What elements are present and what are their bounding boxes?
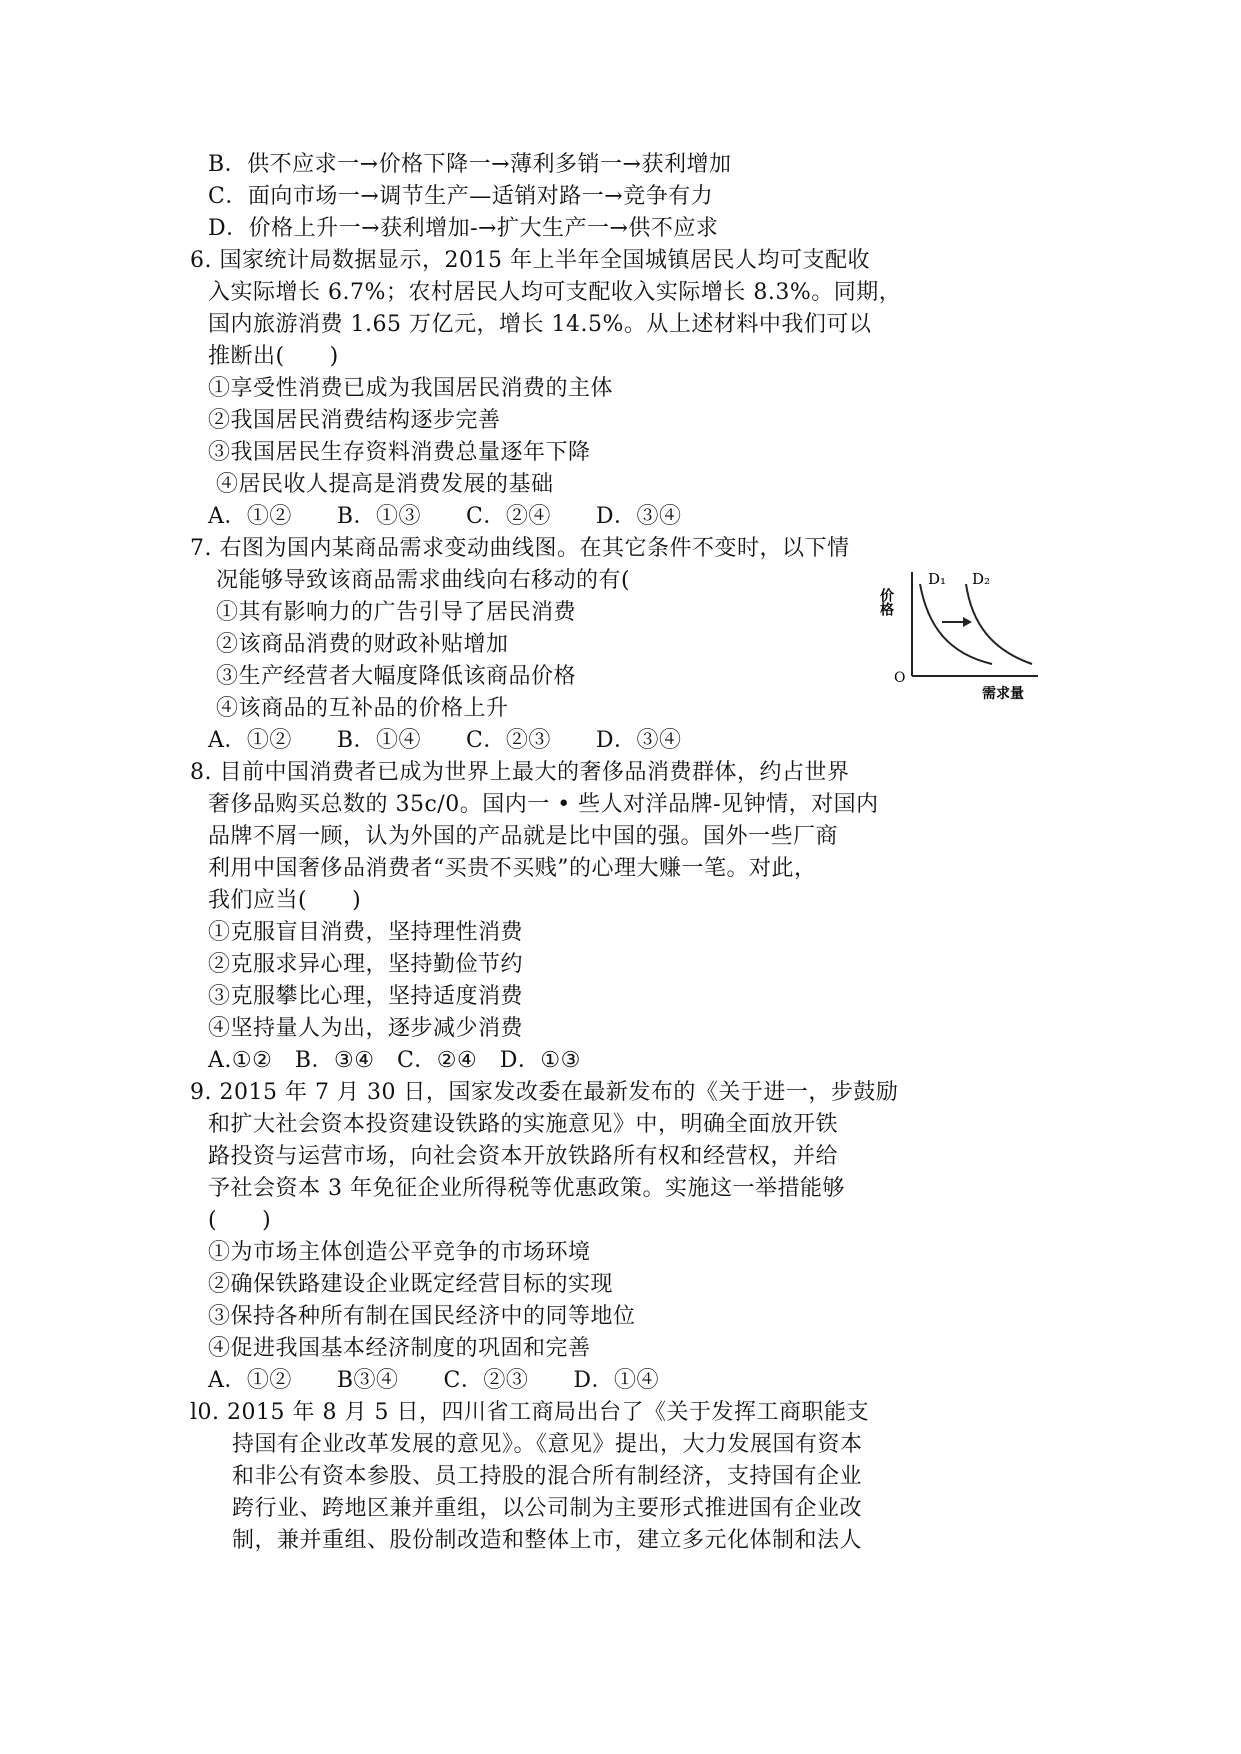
question-7-stem: 7. 右图为国内某商品需求变动曲线图。在其它条件不变时，以下情	[190, 536, 850, 561]
statement-line: ③我国居民生存资料消费总量逐年下降	[208, 440, 591, 465]
question-10-stem: l0. 2015 年 8 月 5 日，四川省工商局出台了《关于发挥工商职能支	[190, 1400, 869, 1425]
question-8-stem: 我们应当( )	[208, 888, 362, 913]
statement-line: ①为市场主体创造公平竞争的市场环境	[208, 1240, 591, 1265]
demand-curve-d1	[920, 584, 992, 664]
option-line: B．供不应求一→价格下降一→薄利多销一→获利增加	[208, 152, 732, 177]
question-8-stem: 8. 目前中国消费者已成为世界上最大的奢侈品消费群体，约占世界	[190, 760, 850, 785]
statement-line: ③生产经营者大幅度降低该商品价格	[216, 664, 577, 689]
statement-line: ④促进我国基本经济制度的巩固和完善	[208, 1336, 591, 1361]
shift-arrow-head	[963, 617, 972, 627]
y-axis-label: 价格	[878, 588, 894, 616]
question-9-stem: 予社会资本 3 年免征企业所得税等优惠政策。实施这一举措能够	[208, 1176, 845, 1201]
question-9-stem: 路投资与运营市场，向社会资本开放铁路所有权和经营权，并给	[208, 1144, 839, 1169]
question-6-stem: 推断出( )	[208, 344, 339, 369]
statement-line: ②确保铁路建设企业既定经营目标的实现	[208, 1272, 614, 1297]
curve-label-d1: D₁	[928, 570, 947, 588]
demand-curve-d2	[966, 584, 1032, 664]
origin-label: O	[894, 670, 906, 686]
question-10-stem: 制，兼并重组、股份制改造和整体上市，建立多元化体制和法人	[232, 1528, 863, 1553]
statement-line: ①其有影响力的广告引导了居民消费	[216, 600, 577, 625]
option-line: D．价格上升一→获利增加-→扩大生产一→供不应求	[208, 216, 719, 241]
question-9-stem: ( )	[208, 1208, 272, 1233]
question-6-stem: 国内旅游消费 1.65 万亿元，增长 14.5%。从上述材料中我们可以	[208, 312, 872, 337]
option-line: C．面向市场一→调节生产—适销对路一→竞争有力	[208, 184, 714, 209]
statement-line: ③保持各种所有制在国民经济中的同等地位	[208, 1304, 636, 1329]
question-8-stem: 利用中国奢侈品消费者“买贵不买贱”的心理大赚一笔。对此，	[208, 856, 817, 881]
question-10-stem: 和非公有资本参股、员工持股的混合所有制经济，支持国有企业	[232, 1464, 863, 1489]
answer-options: A．①② B③④ C．②③ D．①④	[208, 1368, 660, 1393]
question-9-stem: 和扩大社会资本投资建设铁路的实施意见》中，明确全面放开铁	[208, 1112, 839, 1137]
question-10-stem: 跨行业、跨地区兼并重组，以公司制为主要形式推进国有企业改	[232, 1496, 863, 1521]
question-6-stem: 6. 国家统计局数据显示，2015 年上半年全国城镇居民人均可支配收	[190, 248, 870, 273]
statement-line: ②该商品消费的财政补贴增加	[216, 632, 509, 657]
question-8-stem: 品牌不屑一顾，认为外国的产品就是比中国的强。国外一些厂商	[208, 824, 839, 849]
question-7-stem: 况能够导致该商品需求曲线向右移动的有(	[216, 568, 631, 593]
statement-line: ④坚持量人为出，逐步减少消费	[208, 1016, 524, 1041]
demand-curve-figure	[878, 566, 1044, 702]
statement-line: ④居民收人提高是消费发展的基础	[216, 472, 554, 497]
curve-label-d2: D₂	[972, 570, 991, 588]
question-10-stem: 持国有企业改革发展的意见》。《意见》提出，大力发展国有资本	[232, 1432, 863, 1457]
statement-line: ①克服盲目消费，坚持理性消费	[208, 920, 524, 945]
x-axis-label: 需求量	[982, 686, 1024, 702]
answer-options: A．①② B．①③ C．②④ D．③④	[208, 504, 682, 529]
statement-line: ②克服求异心理，坚持勤俭节约	[208, 952, 524, 977]
statement-line: ③克服攀比心理，坚持适度消费	[208, 984, 524, 1009]
question-8-stem: 奢侈品购买总数的 35c/0。国内一 • 些人对洋品牌-见钟情，对国内	[208, 792, 879, 817]
statement-line: ①享受性消费已成为我国居民消费的主体	[208, 376, 614, 401]
question-9-stem: 9. 2015 年 7 月 30 日，国家发改委在最新发布的《关于进一，步鼓励	[190, 1080, 899, 1105]
statement-line: ④该商品的互补品的价格上升	[216, 696, 509, 721]
statement-line: ②我国居民消费结构逐步完善	[208, 408, 501, 433]
answer-options: A．①② B．①④ C．②③ D．③④	[208, 728, 682, 753]
answer-options: A.①② B．③④ C．②④ D．①③	[208, 1048, 581, 1073]
question-6-stem: 入实际增长 6.7%；农村居民人均可支配收入实际增长 8.3%。同期，	[208, 280, 902, 305]
demand-curve-svg	[878, 566, 1044, 702]
